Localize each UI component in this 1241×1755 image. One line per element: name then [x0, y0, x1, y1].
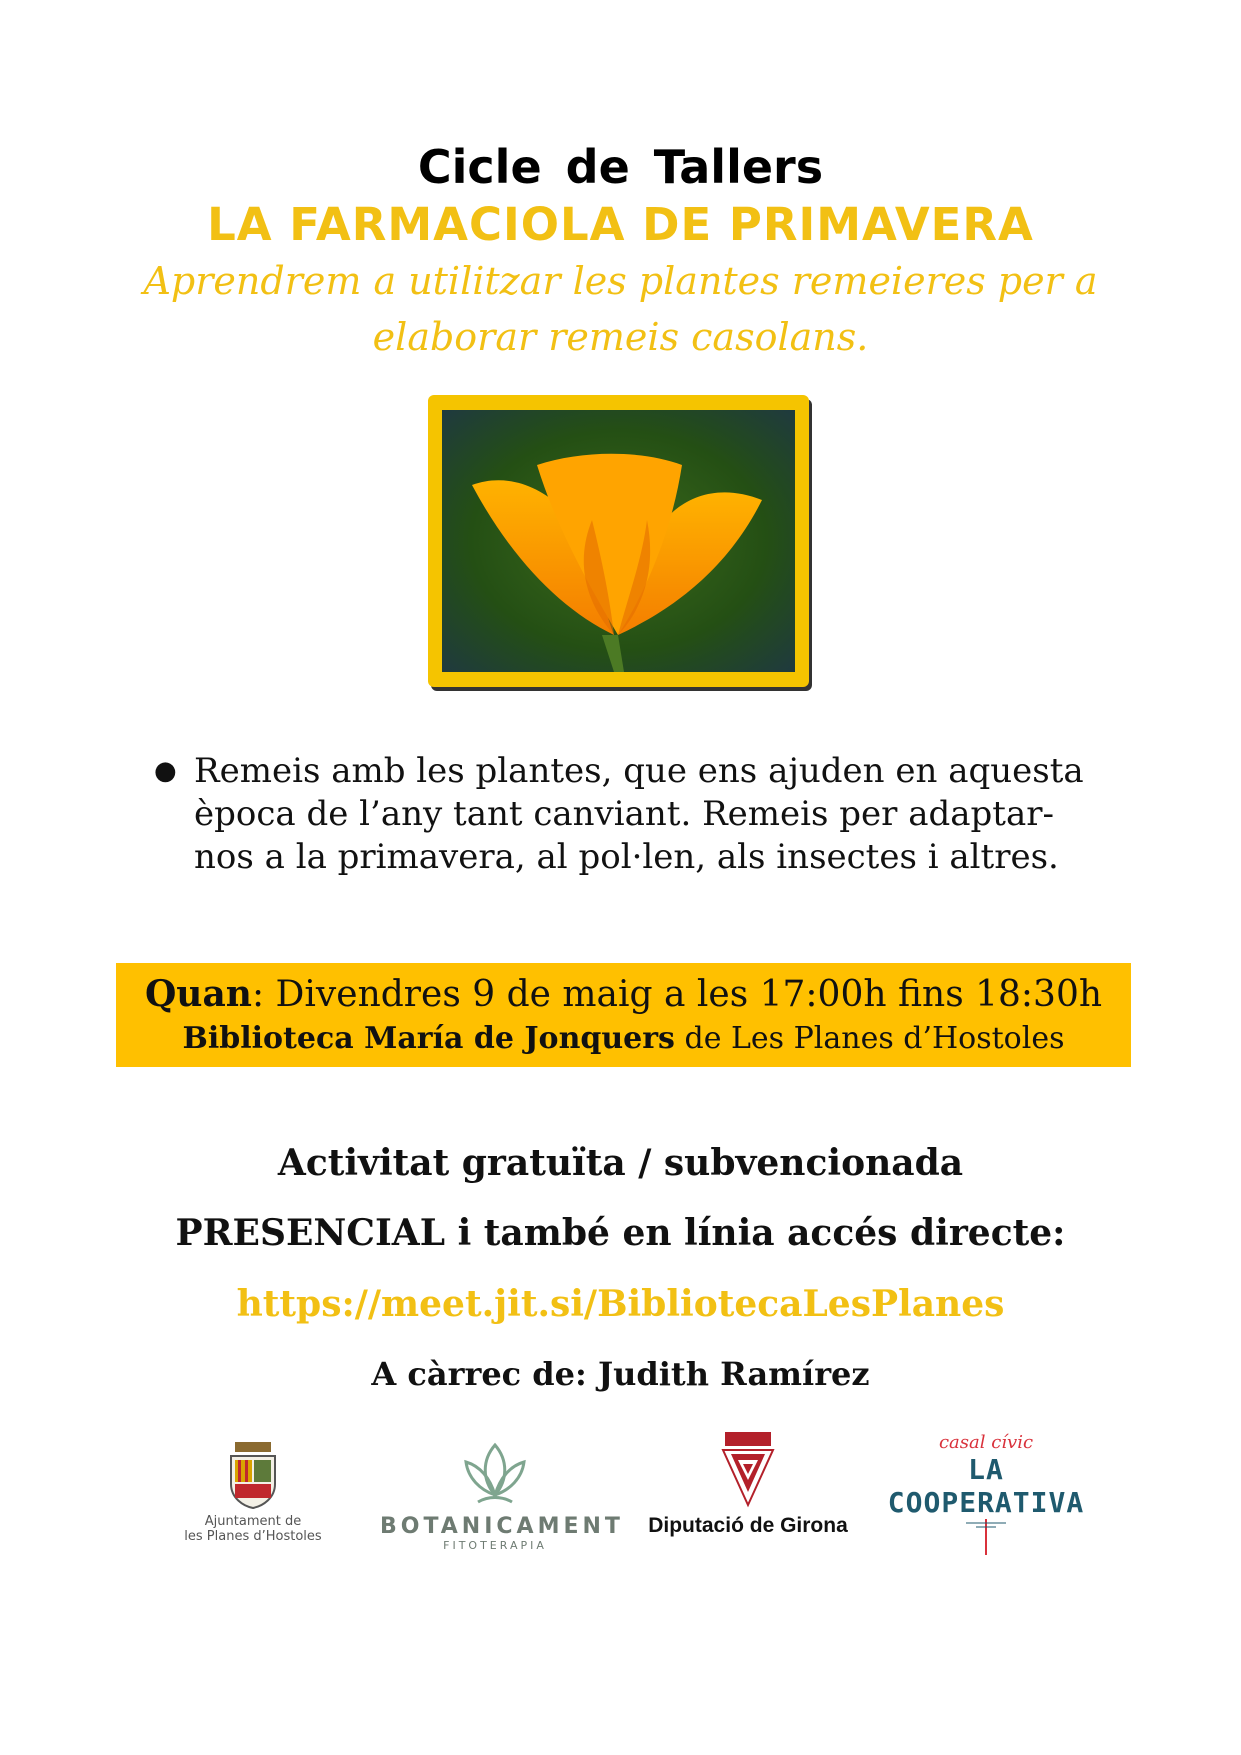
title-cicle: Cicle de Tallers — [417, 140, 824, 194]
bullet-list — [154, 750, 1094, 879]
subtitle — [0, 253, 1241, 365]
diputacio-shield-icon — [713, 1430, 783, 1510]
mode-note: PRESENCIAL i també en línia accés directe: — [175, 1212, 1066, 1254]
flower-photo — [428, 395, 809, 687]
la-cooperativa-logo — [886, 1432, 1086, 1542]
subtitle-line-2: elaborar remeis casolans. — [372, 315, 869, 359]
place-name: Biblioteca María de Jonquers — [182, 1021, 675, 1056]
ajuntament-line-1: Ajuntament de — [204, 1514, 302, 1529]
subtitle-line-1: Aprendrem a utilitzar les plantes remeieres per a — [143, 259, 1098, 303]
place-town: de Les Planes d’Hostoles — [674, 1021, 1065, 1056]
leaf-icon — [460, 1440, 530, 1510]
botanicament-name: BOTANICAMENT — [380, 1514, 624, 1539]
diputacio-logo — [638, 1430, 858, 1550]
title-farmaciola: LA FARMACIOLA DE PRIMAVERA — [207, 198, 1034, 251]
place-row — [116, 1017, 1131, 1061]
when-row — [116, 969, 1131, 1020]
coop-script: casal cívic — [938, 1432, 1034, 1453]
ajuntament-line-2: les Planes d’Hostoles — [184, 1529, 322, 1544]
sunburst-icon — [946, 1519, 1026, 1559]
poppy-image — [442, 410, 795, 672]
coat-of-arms-icon — [223, 1440, 283, 1510]
meeting-link[interactable]: https://meet.jit.si/BibliotecaLesPlanes — [236, 1283, 1005, 1325]
botanicament-sub: FITOTERAPIA — [443, 1539, 547, 1552]
botanicament-logo — [380, 1440, 624, 1560]
info-box — [116, 963, 1131, 1067]
host-note: A càrrec de: Judith Ramírez — [371, 1355, 870, 1393]
diputacio-name: Diputació de Girona — [648, 1514, 848, 1537]
ajuntament-logo — [178, 1440, 328, 1544]
list-item: Remeis amb les plantes, que ens ajuden en aquesta època de l’any tant canviant. Remeis per adaptar-nos a la primavera, al pol·len, als insectes i altres. — [194, 751, 1084, 877]
price-note: Activitat gratuïta / subvencionada — [277, 1142, 964, 1184]
when-value: : Divendres 9 de maig a les 17:00h fins 18:30h — [251, 974, 1103, 1015]
coop-name: LA COOPERATIVA — [887, 1453, 1085, 1519]
bullet-dot-icon: ● — [154, 756, 177, 786]
when-label: Quan — [144, 973, 252, 1015]
